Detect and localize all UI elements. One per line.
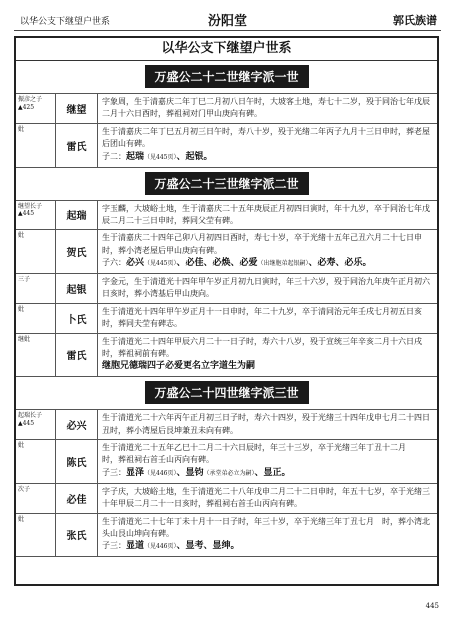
page-reference: ▲445 [18, 210, 35, 217]
generation-table [16, 93, 437, 168]
biography-cell [98, 484, 437, 513]
child-name: 继胞兄德瑞四子必爱更名立字道生为嗣 [102, 361, 256, 372]
page-header [14, 8, 441, 31]
relation-label: 妣 [18, 515, 25, 523]
child-name: 显泽 [126, 467, 145, 478]
children-label: 子二： [102, 151, 126, 161]
children-line [102, 257, 433, 271]
relation-label: 继望长子 [18, 202, 43, 210]
child-name: 显道 [126, 541, 145, 552]
generation-table [16, 200, 437, 378]
relation-cell [16, 334, 56, 377]
biography-cell [98, 94, 437, 123]
relation-label: 妣 [18, 442, 25, 450]
biography-text: 字子庆，大坡峪土地，生于清道光二十八年戊申二月二十二日申时，年五十七岁，卒于光绪三十年甲辰二月二十一日亥时，葬祖祠右首壬山丙向有碑。 [102, 486, 430, 509]
header-left: 以华公支下继望户世系 [20, 17, 111, 27]
children-line [102, 360, 433, 374]
biography-cell [98, 230, 437, 273]
child-name: 必兴 [126, 258, 145, 269]
child-name: 、必佳、必焕、必爱 [176, 258, 258, 269]
relation-label: 起瑞长子 [18, 412, 43, 420]
relation-label: 继妣 [18, 335, 31, 343]
child-name: 、显钧 [176, 467, 204, 478]
biography-text: 生于清道光二十六年丙午正月初三日子时，寿六十四岁，殁于光绪三十四年戊申七月二十四日丑时，葬小湾屋后艮坤兼丑未向有碑。 [102, 413, 430, 435]
person-row [16, 273, 437, 303]
children-label: 子三： [102, 467, 126, 477]
generation-title-bar [16, 380, 437, 406]
person-row [16, 200, 437, 230]
relation-label: 妣 [18, 305, 25, 313]
biography-cell [98, 514, 437, 557]
biography-text: 生于清嘉庆二年丁巳五月初三日午时，寿八十岁，殁于光绪二年丙子九月十三日申时，葬老屋后团山有碑。 [102, 126, 430, 149]
children-line [102, 467, 433, 481]
person-row [16, 93, 437, 123]
page-number: 445 [425, 602, 439, 610]
biography-text: 生于清嘉庆二十四年己卯八月初四日酉时，寿七十岁，卒于光绪十五年己丑六月二十七日申时，葬小湾老屋后甲山庚向有碑。 [102, 233, 422, 255]
biography-cell [98, 440, 437, 483]
children-label: 子三： [102, 541, 126, 551]
person-name: 雷氏 [56, 124, 98, 167]
biography-text: 字金元，生于清道光十四年甲午岁正月初九日寅时，年三十六岁，殁于同治九年庚午正月初六日亥时，葬小湾基后甲山庚向。 [102, 277, 430, 299]
biography-cell [98, 334, 437, 377]
relation-cell [16, 410, 56, 439]
relation-label: 次子 [18, 485, 31, 493]
children-line [102, 540, 433, 554]
biography-cell [98, 304, 437, 333]
person-name: 贺氏 [56, 230, 98, 273]
person-row [16, 483, 437, 513]
genealogy-frame [14, 36, 439, 586]
relation-label: 三子 [18, 276, 31, 283]
child-reference: （出继胞弟起银嗣） [257, 260, 309, 268]
biography-cell [98, 124, 437, 167]
child-reference: （见446页） [144, 543, 177, 551]
child-reference: （见445页） [144, 153, 177, 161]
generations-container [16, 64, 437, 557]
biography-text: 生于清道光十四年甲午岁正月十一日申时，年二十九岁，卒于清同治元年壬戌七月初五日亥时，葬同夫茔有碑志。 [102, 306, 422, 329]
person-name: 陈氏 [56, 440, 98, 483]
generation-title-bar [16, 171, 437, 197]
child-name: 、显正。 [254, 467, 291, 478]
relation-cell [16, 274, 56, 303]
biography-cell [98, 201, 437, 230]
biography-text: 生于清道光二十七年丁未十月十一日子时，年三十岁，卒于光绪三年丁丑七月 时，葬小湾北头山艮山坤向有碑。 [102, 516, 430, 538]
person-name: 起瑞 [56, 201, 98, 230]
person-row [16, 123, 437, 168]
person-name: 继望 [56, 94, 98, 123]
person-name: 必佳 [56, 484, 98, 513]
child-reference: （见445页） [144, 260, 177, 268]
main-title: 以华公支下继望户世系 [16, 38, 437, 61]
person-row [16, 333, 437, 378]
relation-cell [16, 201, 56, 230]
relation-label: 妣 [18, 232, 25, 240]
relation-label: 振彦之子 [18, 96, 43, 103]
generation-title: 万盛公二十四世继字派三世 [144, 381, 308, 404]
child-name: 起瑞 [126, 151, 145, 162]
biography-text: 生于清道光二十四年甲辰六月二十一日子时，寿六十八岁，殁于宣统三年辛亥二月十六日戌时，葬祖祠前有碑。 [102, 336, 422, 358]
relation-label: 妣 [18, 125, 25, 133]
child-reference: （见446页） [144, 469, 177, 477]
relation-cell [16, 304, 56, 333]
person-row [16, 513, 437, 558]
person-name: 张氏 [56, 514, 98, 557]
generation-title: 万盛公二十三世继字派二世 [144, 172, 308, 195]
children-line [102, 151, 433, 165]
biography-cell [98, 274, 437, 303]
header-center: 汾阳堂 [207, 14, 247, 29]
generation-title: 万盛公二十二世继字派一世 [144, 65, 308, 88]
biography-text: 字象周，生于清嘉庆二年丁巳二月初八日午时，大坡客土地，寿七十二岁，殁于同治七年戊辰二月十六日酉时，葬祖祠对门甲山庚向有碑。 [102, 97, 430, 119]
generation-title-bar [16, 64, 437, 90]
child-name: 、必寿、必乐。 [308, 258, 372, 269]
relation-cell [16, 484, 56, 513]
child-reference: （承堂弟必立为嗣） [203, 469, 255, 477]
person-name: 雷氏 [56, 334, 98, 377]
biography-cell [98, 410, 437, 439]
person-name: 起银 [56, 274, 98, 303]
relation-cell [16, 440, 56, 483]
relation-cell [16, 94, 56, 123]
relation-cell [16, 230, 56, 273]
person-name: 必兴 [56, 410, 98, 439]
page-reference: ▲425 [18, 103, 35, 111]
relation-cell [16, 124, 56, 167]
page-reference: ▲445 [18, 419, 35, 427]
biography-text: 字玉麟，大坡峪土地，生于清嘉庆二十五年庚辰正月初四日寅时，年十九岁，卒于同治七年戊辰二月二十三日申时，葬同父茔有碑。 [102, 203, 430, 225]
child-name: 、起银。 [176, 151, 213, 162]
generation-table [16, 409, 437, 557]
header-right: 郭氏族谱 [393, 14, 437, 27]
biography-text: 生于清道光二十五年乙巳十二月二十六日辰时，年三十三岁，卒于光绪三年丁丑十二月 时，葬祖祠右首壬山丙向有碑。 [102, 443, 422, 465]
person-row [16, 303, 437, 333]
person-row [16, 439, 437, 483]
child-name: 、显考、显绅。 [176, 541, 240, 552]
person-row [16, 229, 437, 273]
relation-cell [16, 514, 56, 557]
children-label: 子六： [102, 258, 126, 268]
person-name: 卜氏 [56, 304, 98, 333]
person-row [16, 409, 437, 439]
